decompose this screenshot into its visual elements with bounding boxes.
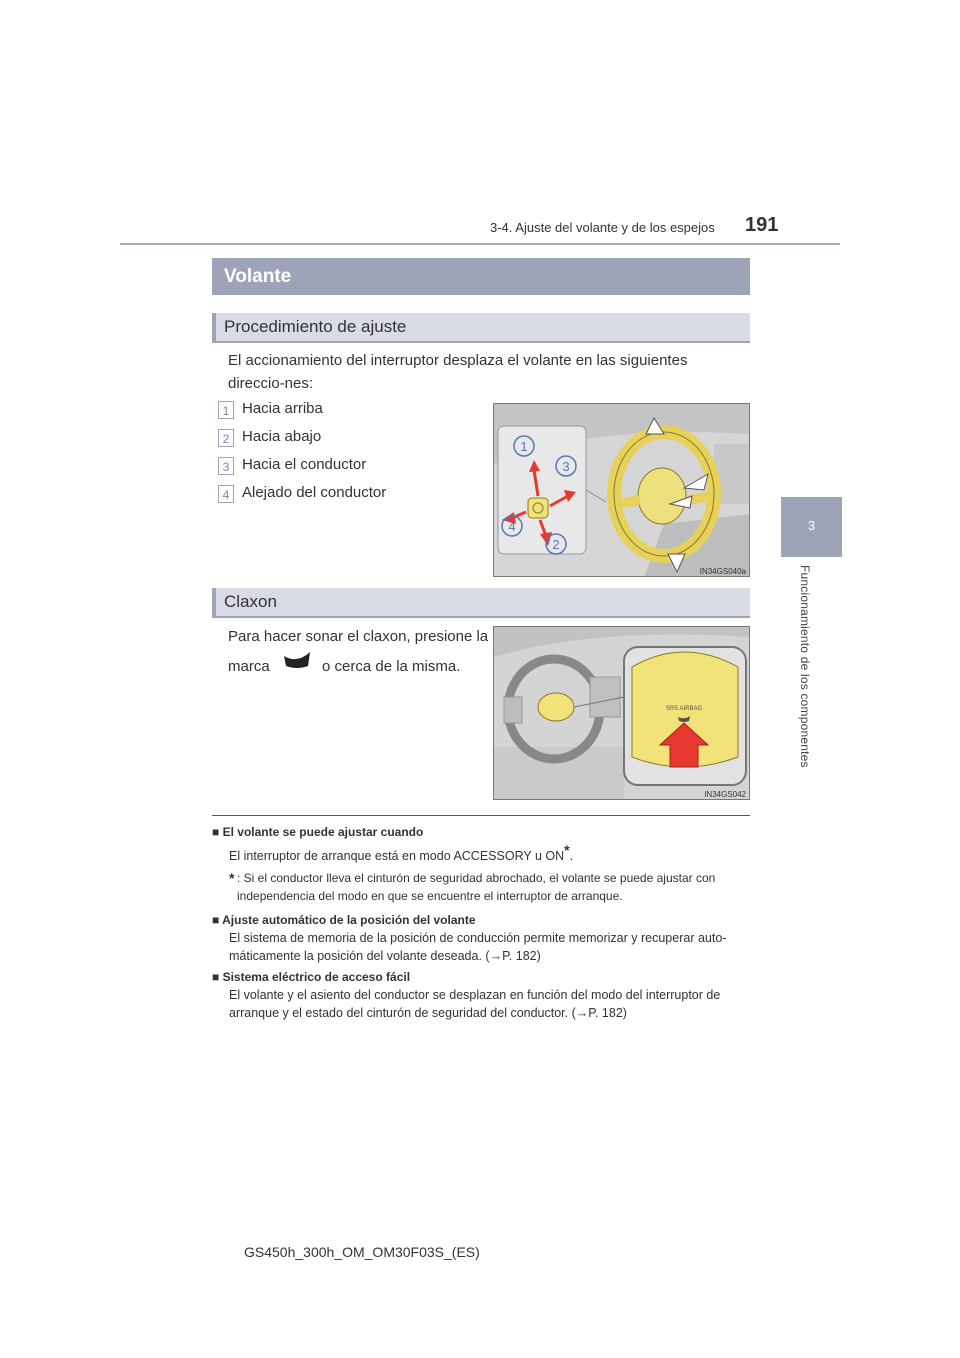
item-label: Alejado del conductor xyxy=(242,484,387,501)
claxon-heading: Claxon xyxy=(212,588,750,618)
claxon-marca: marca xyxy=(228,658,270,675)
footer-code: GS450h_300h_OM_OM30F03S_(ES) xyxy=(244,1244,480,1260)
note-footnote: * : Si el conductor lleva el cinturón de seguridad abrochado, el volante se puede ajustar con independencia del modo en que se encuentre el interruptor de arranque. xyxy=(229,870,716,904)
note-text: El volante y el asiento del conductor se desplazan en función del modo del interruptor de arranque y el estado del cinturón de seguridad del conductor. (→P. 182) xyxy=(229,988,721,1020)
item-label: Hacia el conductor xyxy=(242,456,367,473)
item-number-badge: 1 xyxy=(218,401,234,419)
horn-figure xyxy=(493,626,750,800)
notes-separator xyxy=(212,815,750,816)
section-title: Volante xyxy=(212,258,750,295)
page-number: 191 xyxy=(745,214,779,236)
chapter-title: Funcionamiento de los componentes xyxy=(798,565,812,768)
airbag-label: SRS AIRBAG xyxy=(665,706,703,712)
claxon-line-1: Para hacer sonar el claxon, presione la xyxy=(228,628,489,645)
note-heading: ■ El volante se puede ajustar cuando xyxy=(212,825,424,839)
horn-icon xyxy=(282,650,312,675)
chapter-number: 3 xyxy=(807,518,816,533)
steering-adjust-illustration xyxy=(494,404,750,577)
note-auto-position xyxy=(212,913,752,965)
running-header: 3-4. Ajuste del volante y de los espejos xyxy=(490,220,715,235)
note-easy-access xyxy=(212,970,752,1022)
note-adjust-when xyxy=(212,825,752,905)
horn-illustration xyxy=(494,627,750,800)
item-number-badge: 3 xyxy=(218,457,234,475)
callout-4: 4 xyxy=(508,519,516,534)
item-label: Hacia abajo xyxy=(242,428,322,445)
item-number-badge: 4 xyxy=(218,485,234,503)
callout-2: 2 xyxy=(552,537,560,552)
callout-3: 3 xyxy=(562,459,570,474)
callout-1: 1 xyxy=(520,439,528,454)
note-heading: ■ Sistema eléctrico de acceso fácil xyxy=(212,970,411,984)
figure-code: IN34GS042 xyxy=(704,790,746,799)
item-label: Hacia arriba xyxy=(242,400,323,417)
note-heading: ■ Ajuste automático de la posición del volante xyxy=(212,913,476,927)
item-number-badge: 2 xyxy=(218,429,234,447)
procedure-heading: Procedimiento de ajuste xyxy=(212,313,750,343)
steering-adjust-figure xyxy=(493,403,750,577)
figure-code: IN34GS040a xyxy=(699,567,746,576)
claxon-rest: o cerca de la misma. xyxy=(322,658,461,675)
header-rule xyxy=(120,243,840,245)
note-text: El sistema de memoria de la posición de conducción permite memorizar y recuperar auto-máticamente la posición del volante deseada. (→P. 182) xyxy=(229,931,727,963)
note-text: El interruptor de arranque está en modo ACCESSORY u ON*. xyxy=(229,842,574,864)
procedure-intro: El accionamiento del interruptor desplaza el volante en las siguientes direccio-nes: xyxy=(228,352,688,392)
